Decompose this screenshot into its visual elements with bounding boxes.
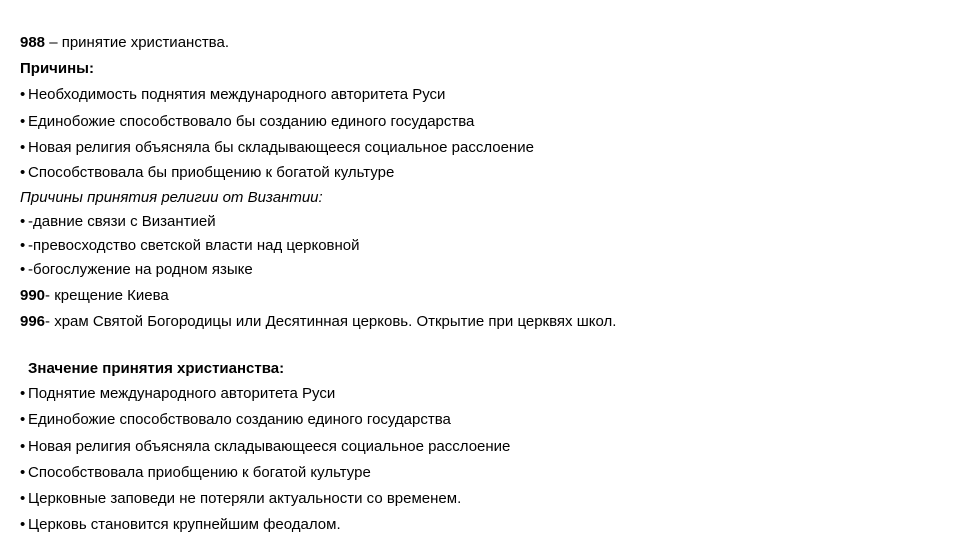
line-990: [20, 287, 169, 305]
cause-item: • Необходимость поднятия международного авторитета Руси: [20, 86, 446, 103]
line-988: [20, 34, 229, 52]
causes-title: Причины:: [20, 60, 94, 77]
bullet-icon: •: [20, 385, 26, 402]
cause-item: • Единобожие способствовало бы созданию единого государства: [20, 113, 475, 130]
bullet-icon: •: [20, 86, 26, 103]
bullet-icon: •: [20, 490, 26, 507]
bullet-icon: •: [20, 516, 26, 533]
byzantium-item: • -давние связи с Византией: [20, 213, 216, 230]
bullet-icon: •: [20, 164, 26, 181]
meaning-item: • Церковь становится крупнейшим феодалом.: [20, 516, 341, 533]
byzantium-item: • -превосходство светской власти над церковной: [20, 237, 360, 254]
bullet-icon: •: [20, 464, 26, 481]
meaning-title: Значение принятия христианства:: [28, 360, 285, 377]
cause-item: • Новая религия объясняла бы складывающееся социальное расслоение: [20, 139, 534, 156]
bullet-icon: •: [20, 139, 26, 156]
text-990: - крещение Киева: [45, 287, 169, 304]
meaning-item: • Единобожие способствовало созданию единого государства: [20, 411, 451, 428]
meaning-item: • Церковные заповеди не потеряли актуальности со временем.: [20, 490, 462, 507]
bullet-icon: •: [20, 411, 26, 428]
text-988: – принятие христианства.: [45, 34, 229, 51]
bullet-icon: •: [20, 113, 26, 130]
bullet-icon: •: [20, 261, 26, 278]
text-996: - храм Святой Богородицы или Десятинная церковь. Открытие при церквях школ.: [45, 313, 617, 330]
cause-item: • Способствовала бы приобщению к богатой культуре: [20, 164, 395, 181]
bullet-icon: •: [20, 213, 26, 230]
bullet-icon: •: [20, 438, 26, 455]
meaning-item: • Поднятие международного авторитета Руси: [20, 385, 336, 402]
meaning-item: • Способствовала приобщению к богатой культуре: [20, 464, 371, 481]
year-996: 996: [20, 313, 46, 330]
byzantium-title: Причины принятия религии от Византии:: [20, 189, 323, 206]
byzantium-item: • -богослужение на родном языке: [20, 261, 253, 278]
line-996: [20, 313, 616, 331]
year-988: 988: [20, 34, 46, 51]
bullet-icon: •: [20, 237, 26, 254]
meaning-item: • Новая религия объясняла складывающееся социальное расслоение: [20, 438, 511, 455]
year-990: 990: [20, 287, 46, 304]
